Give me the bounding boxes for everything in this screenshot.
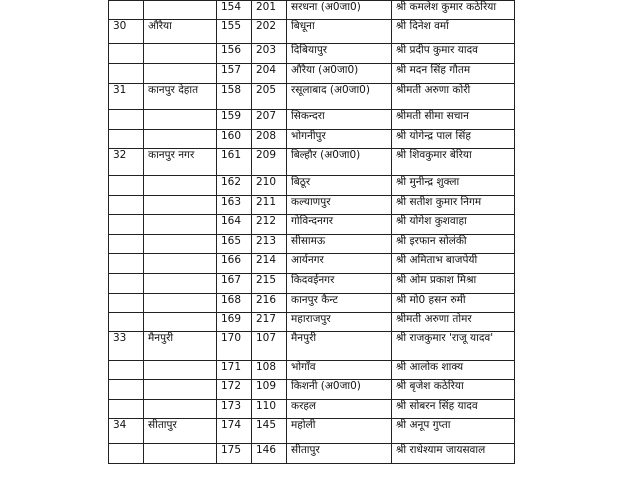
table-row [109, 196, 515, 215]
serial-number-cell: 156 [217, 44, 252, 64]
district-cell [144, 400, 217, 419]
candidate-name-cell: श्री दिनेश वर्मा [392, 20, 515, 44]
constituency-number-cell: 204 [252, 64, 287, 84]
candidate-list-page [108, 0, 515, 464]
candidate-name-cell: श्री योगेश कुशवाहा [392, 215, 515, 235]
sno-cell: 32 [109, 149, 144, 176]
district-cell [144, 110, 217, 130]
candidate-name-cell: श्री ओम प्रकाश मिश्रा [392, 274, 515, 294]
constituency-number-cell: 208 [252, 130, 287, 149]
candidate-name-cell: श्री इरफान सोलंकी [392, 235, 515, 254]
sno-cell [109, 215, 144, 235]
candidate-name-cell: श्री योगेन्द्र पाल सिंह [392, 130, 515, 149]
table-row [109, 130, 515, 149]
district-cell [144, 444, 217, 464]
candidate-name-cell: श्री अमिताभ बाजपेयी [392, 254, 515, 274]
serial-number-cell: 163 [217, 196, 252, 215]
constituency-name-cell: भोगाँव [287, 361, 392, 380]
district-cell: सीतापुर [144, 419, 217, 444]
constituency-name-cell: बिठूर [287, 176, 392, 196]
table-row [109, 149, 515, 176]
candidate-name-cell: श्री प्रदीप कुमार यादव [392, 44, 515, 64]
table-row [109, 84, 515, 110]
sno-cell [109, 361, 144, 380]
serial-number-cell: 157 [217, 64, 252, 84]
constituency-name-cell: सरधना (अ0जा0) [287, 1, 392, 20]
constituency-name-cell: आर्यनगर [287, 254, 392, 274]
constituency-number-cell: 215 [252, 274, 287, 294]
serial-number-cell: 173 [217, 400, 252, 419]
constituency-number-cell: 109 [252, 380, 287, 400]
candidate-name-cell: श्री सतीश कुमार निगम [392, 196, 515, 215]
constituency-number-cell: 209 [252, 149, 287, 176]
constituency-name-cell: दिबियापुर [287, 44, 392, 64]
table-row [109, 215, 515, 235]
serial-number-cell: 154 [217, 1, 252, 20]
district-cell [144, 176, 217, 196]
constituency-name-cell: भोगनीपुर [287, 130, 392, 149]
serial-number-cell: 174 [217, 419, 252, 444]
constituency-number-cell: 108 [252, 361, 287, 380]
serial-number-cell: 171 [217, 361, 252, 380]
table-row [109, 235, 515, 254]
candidate-name-cell: श्री मदन सिंह गौतम [392, 64, 515, 84]
constituency-number-cell: 216 [252, 294, 287, 313]
constituency-number-cell: 213 [252, 235, 287, 254]
serial-number-cell: 160 [217, 130, 252, 149]
table-row [109, 400, 515, 419]
constituency-name-cell: मैनपुरी [287, 332, 392, 361]
district-cell [144, 254, 217, 274]
sno-cell [109, 313, 144, 332]
sno-cell [109, 294, 144, 313]
sno-cell: 34 [109, 419, 144, 444]
constituency-name-cell: कल्याणपुर [287, 196, 392, 215]
constituency-name-cell: सीतापुर [287, 444, 392, 464]
constituency-number-cell: 212 [252, 215, 287, 235]
sno-cell [109, 235, 144, 254]
constituency-number-cell: 110 [252, 400, 287, 419]
sno-cell [109, 176, 144, 196]
table-row [109, 313, 515, 332]
candidate-name-cell: श्री अनूप गुप्ता [392, 419, 515, 444]
table-row [109, 64, 515, 84]
sno-cell [109, 380, 144, 400]
serial-number-cell: 169 [217, 313, 252, 332]
serial-number-cell: 168 [217, 294, 252, 313]
candidate-name-cell: श्रीमती सीमा सचान [392, 110, 515, 130]
sno-cell: 33 [109, 332, 144, 361]
sno-cell [109, 274, 144, 294]
constituency-number-cell: 210 [252, 176, 287, 196]
candidate-table-body [109, 1, 515, 464]
district-cell [144, 235, 217, 254]
constituency-number-cell: 107 [252, 332, 287, 361]
table-row [109, 419, 515, 444]
constituency-name-cell: किदवईनगर [287, 274, 392, 294]
serial-number-cell: 166 [217, 254, 252, 274]
candidate-name-cell: श्रीमती अरुणा तोमर [392, 313, 515, 332]
candidate-name-cell: श्री राधेश्याम जायसवाल [392, 444, 515, 464]
candidate-name-cell: श्री बृजेश कठेरिया [392, 380, 515, 400]
serial-number-cell: 172 [217, 380, 252, 400]
constituency-name-cell: गोविन्दनगर [287, 215, 392, 235]
serial-number-cell: 164 [217, 215, 252, 235]
table-row [109, 20, 515, 44]
candidate-table [108, 0, 515, 464]
district-cell [144, 130, 217, 149]
constituency-name-cell: रसूलाबाद (अ0जा0) [287, 84, 392, 110]
candidate-name-cell: श्री मुनीन्द्र शुक्ला [392, 176, 515, 196]
candidate-name-cell: श्रीमती अरुणा कोरी [392, 84, 515, 110]
district-cell: मैनपुरी [144, 332, 217, 361]
constituency-name-cell: महोली [287, 419, 392, 444]
district-cell [144, 44, 217, 64]
candidate-name-cell: श्री आलोक शाक्य [392, 361, 515, 380]
table-row [109, 1, 515, 20]
district-cell [144, 313, 217, 332]
sno-cell [109, 64, 144, 84]
constituency-name-cell: सिकन्दरा [287, 110, 392, 130]
constituency-number-cell: 146 [252, 444, 287, 464]
sno-cell [109, 400, 144, 419]
serial-number-cell: 155 [217, 20, 252, 44]
constituency-name-cell: औरैया (अ0जा0) [287, 64, 392, 84]
serial-number-cell: 162 [217, 176, 252, 196]
table-row [109, 332, 515, 361]
constituency-name-cell: बिधूना [287, 20, 392, 44]
constituency-name-cell: महाराजपुर [287, 313, 392, 332]
constituency-number-cell: 207 [252, 110, 287, 130]
sno-cell [109, 1, 144, 20]
table-row [109, 254, 515, 274]
serial-number-cell: 170 [217, 332, 252, 361]
district-cell [144, 215, 217, 235]
district-cell [144, 196, 217, 215]
district-cell [144, 361, 217, 380]
district-cell [144, 64, 217, 84]
serial-number-cell: 175 [217, 444, 252, 464]
serial-number-cell: 165 [217, 235, 252, 254]
serial-number-cell: 161 [217, 149, 252, 176]
constituency-name-cell: बिल्हौर (अ0जा0) [287, 149, 392, 176]
constituency-number-cell: 203 [252, 44, 287, 64]
candidate-name-cell: श्री शिवकुमार बेरिया [392, 149, 515, 176]
sno-cell: 31 [109, 84, 144, 110]
district-cell [144, 274, 217, 294]
district-cell [144, 294, 217, 313]
district-cell [144, 380, 217, 400]
candidate-name-cell: श्री मो0 हसन रुमी [392, 294, 515, 313]
candidate-name-cell: श्री राजकुमार 'राजू यादव' [392, 332, 515, 361]
serial-number-cell: 158 [217, 84, 252, 110]
table-row [109, 380, 515, 400]
district-cell: कानपुर नगर [144, 149, 217, 176]
serial-number-cell: 167 [217, 274, 252, 294]
table-row [109, 110, 515, 130]
constituency-name-cell: किशनी (अ0जा0) [287, 380, 392, 400]
sno-cell [109, 254, 144, 274]
sno-cell [109, 444, 144, 464]
constituency-number-cell: 217 [252, 313, 287, 332]
constituency-number-cell: 201 [252, 1, 287, 20]
constituency-number-cell: 211 [252, 196, 287, 215]
table-row [109, 361, 515, 380]
table-row [109, 274, 515, 294]
district-cell: कानपुर देहात [144, 84, 217, 110]
constituency-number-cell: 214 [252, 254, 287, 274]
candidate-name-cell: श्री कमलेश कुमार कठेरिया [392, 1, 515, 20]
table-row [109, 294, 515, 313]
constituency-number-cell: 202 [252, 20, 287, 44]
constituency-name-cell: सीसामऊ [287, 235, 392, 254]
candidate-name-cell: श्री सोबरन सिंह यादव [392, 400, 515, 419]
district-cell: औरैया [144, 20, 217, 44]
district-cell [144, 1, 217, 20]
serial-number-cell: 159 [217, 110, 252, 130]
constituency-number-cell: 145 [252, 419, 287, 444]
constituency-name-cell: कानपुर कैन्ट [287, 294, 392, 313]
table-row [109, 44, 515, 64]
constituency-number-cell: 205 [252, 84, 287, 110]
sno-cell [109, 130, 144, 149]
table-row [109, 444, 515, 464]
sno-cell: 30 [109, 20, 144, 44]
constituency-name-cell: करहल [287, 400, 392, 419]
sno-cell [109, 110, 144, 130]
sno-cell [109, 44, 144, 64]
sno-cell [109, 196, 144, 215]
table-row [109, 176, 515, 196]
